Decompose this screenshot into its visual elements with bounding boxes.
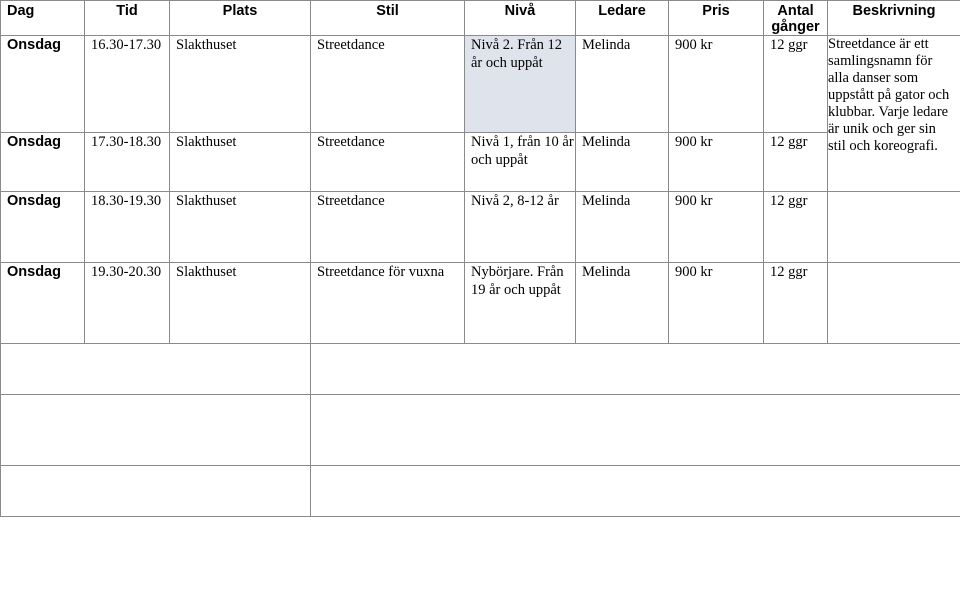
cell-level: Nivå 2. Från 12 år och uppåt bbox=[465, 36, 576, 133]
cell-style: Streetdance bbox=[311, 36, 465, 133]
cell-place: Slakthuset bbox=[170, 133, 311, 192]
cell-style: Streetdance för vuxna bbox=[311, 263, 465, 344]
cell-time: 18.30-19.30 bbox=[85, 192, 170, 263]
header-price: Pris bbox=[669, 1, 764, 36]
cell-level: Nivå 1, från 10 år och uppåt bbox=[465, 133, 576, 192]
cell-level: Nivå 2, 8-12 år bbox=[465, 192, 576, 263]
cell-day: Onsdag bbox=[1, 36, 85, 133]
header-leader: Ledare bbox=[576, 1, 669, 36]
header-style: Stil bbox=[311, 1, 465, 36]
empty-cell bbox=[311, 395, 960, 466]
cell-leader: Melinda bbox=[576, 192, 669, 263]
header-place: Plats bbox=[170, 1, 311, 36]
table-row bbox=[1, 36, 960, 133]
table-row bbox=[1, 133, 960, 192]
cell-count: 12 ggr bbox=[764, 133, 828, 192]
cell-style: Streetdance bbox=[311, 133, 465, 192]
cell-day: Onsdag bbox=[1, 133, 85, 192]
cell-description bbox=[828, 263, 960, 344]
cell-level: Nybörjare. Från 19 år och uppåt bbox=[465, 263, 576, 344]
header-count: Antal gånger bbox=[764, 1, 828, 36]
cell-count: 12 ggr bbox=[764, 36, 828, 133]
cell-description bbox=[828, 36, 960, 192]
empty-cell bbox=[311, 344, 960, 395]
header-day: Dag bbox=[1, 1, 85, 36]
cell-price: 900 kr bbox=[669, 133, 764, 192]
cell-time: 16.30-17.30 bbox=[85, 36, 170, 133]
empty-row bbox=[1, 395, 960, 466]
cell-day: Onsdag bbox=[1, 192, 85, 263]
cell-price: 900 kr bbox=[669, 263, 764, 344]
empty-row bbox=[1, 466, 960, 517]
table-row bbox=[1, 263, 960, 344]
cell-price: 900 kr bbox=[669, 192, 764, 263]
empty-row bbox=[1, 344, 960, 395]
cell-leader: Melinda bbox=[576, 263, 669, 344]
cell-place: Slakthuset bbox=[170, 192, 311, 263]
empty-cell bbox=[1, 395, 311, 466]
description-text: Streetdance är ett samlingsnamn för alla danser som uppstått på gator och klubbar. Varje ledare är unik och ger sin stil och koreografi. bbox=[828, 36, 950, 154]
cell-style: Streetdance bbox=[311, 192, 465, 263]
empty-cell bbox=[1, 466, 311, 517]
cell-time: 17.30-18.30 bbox=[85, 133, 170, 192]
header-level: Nivå bbox=[465, 1, 576, 36]
cell-place: Slakthuset bbox=[170, 36, 311, 133]
cell-day: Onsdag bbox=[1, 263, 85, 344]
cell-place: Slakthuset bbox=[170, 263, 311, 344]
empty-cell bbox=[1, 344, 311, 395]
table-row bbox=[1, 192, 960, 263]
cell-count: 12 ggr bbox=[764, 192, 828, 263]
header-time: Tid bbox=[85, 1, 170, 36]
header-description: Beskrivning bbox=[828, 1, 960, 36]
cell-description bbox=[828, 192, 960, 263]
empty-cell bbox=[311, 466, 960, 517]
cell-count: 12 ggr bbox=[764, 263, 828, 344]
cell-time: 19.30-20.30 bbox=[85, 263, 170, 344]
cell-leader: Melinda bbox=[576, 133, 669, 192]
cell-leader: Melinda bbox=[576, 36, 669, 133]
header-row bbox=[1, 1, 960, 36]
cell-price: 900 kr bbox=[669, 36, 764, 133]
